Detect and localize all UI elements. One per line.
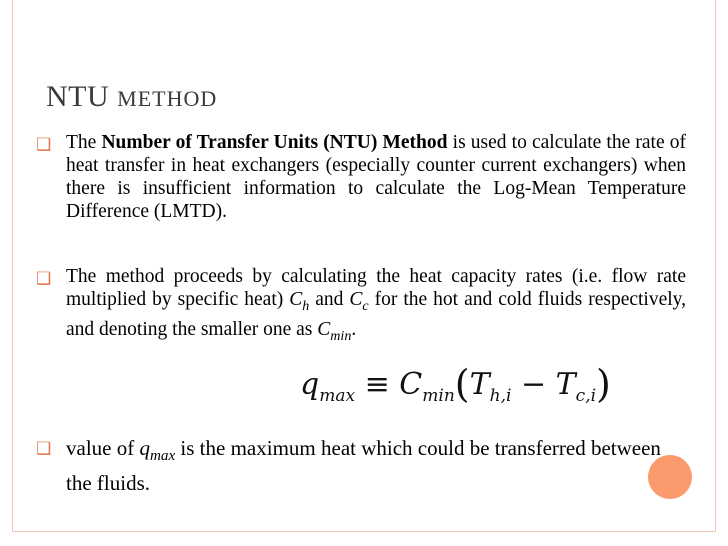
formula-equiv: ≡ xyxy=(364,367,390,402)
formula-minus: − xyxy=(520,367,547,402)
formula-th-sub: h,i xyxy=(489,386,512,406)
bullet-text xyxy=(66,435,686,497)
bullet-text xyxy=(66,131,686,223)
qmax-formula xyxy=(300,362,611,406)
formula-close-paren: ) xyxy=(596,362,611,406)
bullet-square-icon: ❑ xyxy=(36,439,52,458)
formula-q-sub: max xyxy=(319,386,356,406)
formula-tc-sub: c,i xyxy=(575,386,597,406)
bullet2-text2: and xyxy=(309,289,350,310)
cc-subscript: c xyxy=(362,297,369,314)
formula-tc: T xyxy=(555,367,576,402)
decorative-circle xyxy=(648,455,692,499)
title-ntu: NTU xyxy=(46,80,110,113)
bullet1-bold: Number of Transfer Units (NTU) Method xyxy=(101,132,448,153)
bullet3-text1: value of xyxy=(66,436,140,460)
formula-c-sub: min xyxy=(422,386,455,406)
bullet3-text2: is the maximum heat which could be transferred between the fluids. xyxy=(66,436,661,496)
formula-q: q xyxy=(300,367,320,402)
bullet-square-icon: ❑ xyxy=(36,135,52,154)
bullet2-text4: . xyxy=(351,318,357,340)
qmax-symbol: q xyxy=(139,436,150,460)
ch-subscript: h xyxy=(302,297,310,314)
bullet1-rest: is used to calculate the rate of heat transfer in heat exchangers (especially counter current exchangers) when there is insufficient information to calculate the Log-Mean Temperature Difference (LMTD). xyxy=(66,132,687,222)
cmin-symbol: C xyxy=(317,318,331,340)
title-method: METHOD xyxy=(117,86,218,111)
cmin-subscript: min xyxy=(330,327,352,344)
bullet2-text1: The method proceeds by calculating the heat capacity rates (i.e. flow rate multiplied by specific heat) xyxy=(66,266,686,310)
formula-c: C xyxy=(399,367,423,402)
bullet-square-icon: ❑ xyxy=(36,269,52,288)
qmax-subscript: max xyxy=(149,448,176,465)
slide-title xyxy=(46,80,217,114)
bullet1-intro: The xyxy=(66,132,102,153)
ch-symbol: C xyxy=(289,289,303,310)
formula-th: T xyxy=(469,367,490,402)
bullet2-text3: for the hot and cold fluids respectively, and denoting the smaller one as xyxy=(66,289,687,340)
cc-symbol: C xyxy=(349,289,363,310)
bullet-text xyxy=(66,265,686,348)
formula-open-paren: ( xyxy=(454,362,470,406)
